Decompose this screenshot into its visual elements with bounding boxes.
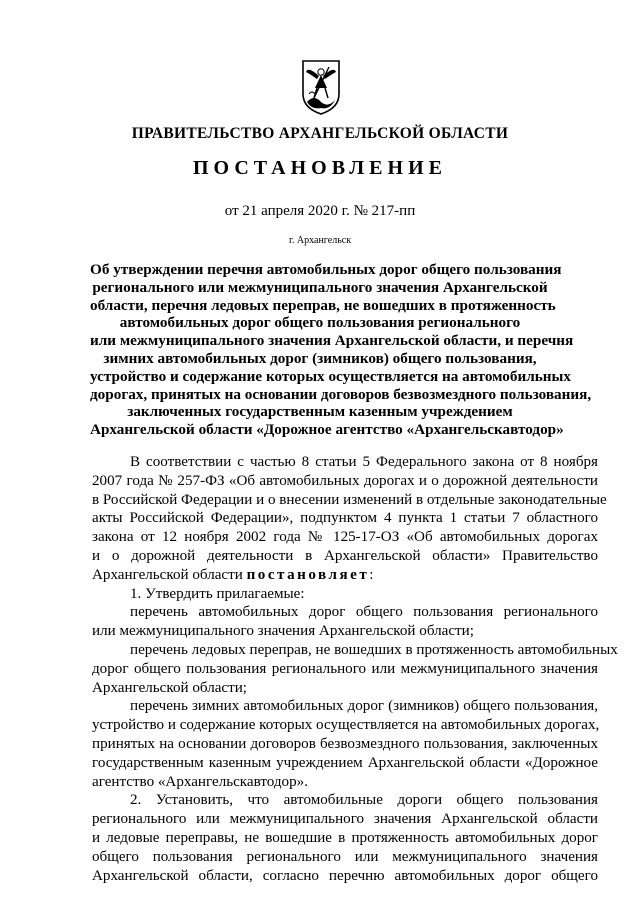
list-b-line: дорог общего пользования регионального или межмуниципального значения xyxy=(92,660,598,677)
item-2-line: общего пользования регионального или межмуниципального значения xyxy=(92,848,598,865)
list-c-line: агентство «Архангельскавтодор». xyxy=(92,773,308,790)
list-a-line: или межмуниципального значения Архангельской области; xyxy=(92,623,474,640)
organization-name: ПРАВИТЕЛЬСТВО АРХАНГЕЛЬСКОЙ ОБЛАСТИ xyxy=(131,125,509,142)
title-line: зимних автомобильных дорог (зимников) общего пользования, xyxy=(103,349,537,367)
title-line: Архангельской области «Дорожное агентство «Архангельскавтодор» xyxy=(90,421,564,439)
list-c-line: принятых на основании договоров безвозмездного пользования, заключенных xyxy=(92,735,598,752)
body-line: в Российской Федерации и о внесении изменений в отдельные законодательные xyxy=(92,491,607,508)
list-b-line: перечень ледовых переправ, не вошедших в протяженность автомобильных xyxy=(130,641,618,658)
decree-suffix: : xyxy=(369,566,374,583)
decree-word: постановляет xyxy=(246,566,370,583)
title-line: области, перечня ледовых переправ, не вошедших в протяженность xyxy=(90,296,556,314)
decree-line xyxy=(92,566,598,585)
list-c-line: устройство и содержание которых осуществляется на автомобильных дорогах, xyxy=(92,717,600,734)
list-a-line: перечень автомобильных дорог общего пользования регионального xyxy=(130,604,598,621)
document-body xyxy=(92,453,618,885)
document-date-number: от 21 апреля 2020 г. № 217-пп xyxy=(224,203,416,219)
item-2-line: 2. Установить, что автомобильные дороги общего пользования xyxy=(130,792,598,809)
decree-prefix: Архангельской области xyxy=(92,566,243,583)
title-line: заключенных государственным казенным учреждением xyxy=(127,403,513,421)
body-line: закона от 12 ноября 2002 года № 125-17-ОЗ «Об автомобильных дорогах xyxy=(92,529,598,546)
list-b-line: Архангельской области; xyxy=(92,679,247,696)
item-2-line: Архангельской области, согласно перечню автомобильных дорог общего xyxy=(92,867,598,884)
body-line: 2007 года № 257-ФЗ «Об автомобильных дорогах и о дорожной деятельности xyxy=(92,472,598,489)
title-line: регионального или межмуниципального значения Архангельской xyxy=(92,278,548,296)
body-line: и о дорожной деятельности в Архангельской области» Правительство xyxy=(92,547,598,564)
title-line: или межмуниципального значения Архангельской области, и перечня xyxy=(90,332,574,350)
item-2-line: регионального или межмуниципального значения Архангельской области xyxy=(92,811,598,828)
body-line: акты Российской Федерации», подпунктом 4 пункта 1 статьи 7 областного xyxy=(92,510,598,527)
document-type: ПОСТАНОВЛЕНИЕ xyxy=(193,157,447,179)
list-c-line: перечень зимних автомобильных дорог (зимников) общего пользования, xyxy=(130,698,598,715)
title-line: автомобильных дорог общего пользования регионального xyxy=(119,314,521,332)
title-line: устройство и содержание которых осуществляется на автомобильных xyxy=(90,367,571,385)
list-c-line: государственным казенным учреждением Архангельской области «Дорожное xyxy=(92,754,598,771)
body-line: В соответствии с частью 8 статьи 5 Федерального закона от 8 ноября xyxy=(130,454,598,470)
title-line: Об утверждении перечня автомобильных дорог общего пользования xyxy=(90,261,562,278)
document-city: г. Архангельск xyxy=(288,235,352,246)
title-line: дорогах, принятых на основании договоров безвозмездного пользования, xyxy=(90,385,592,403)
item-2-line: и ледовые переправы, не вошедшие в протяженность автомобильных дорог xyxy=(92,829,598,846)
document-title xyxy=(90,261,592,439)
arkhangelsk-coat-of-arms-icon xyxy=(300,58,342,116)
item-1-intro: 1. Утвердить прилагаемые: xyxy=(130,585,305,602)
